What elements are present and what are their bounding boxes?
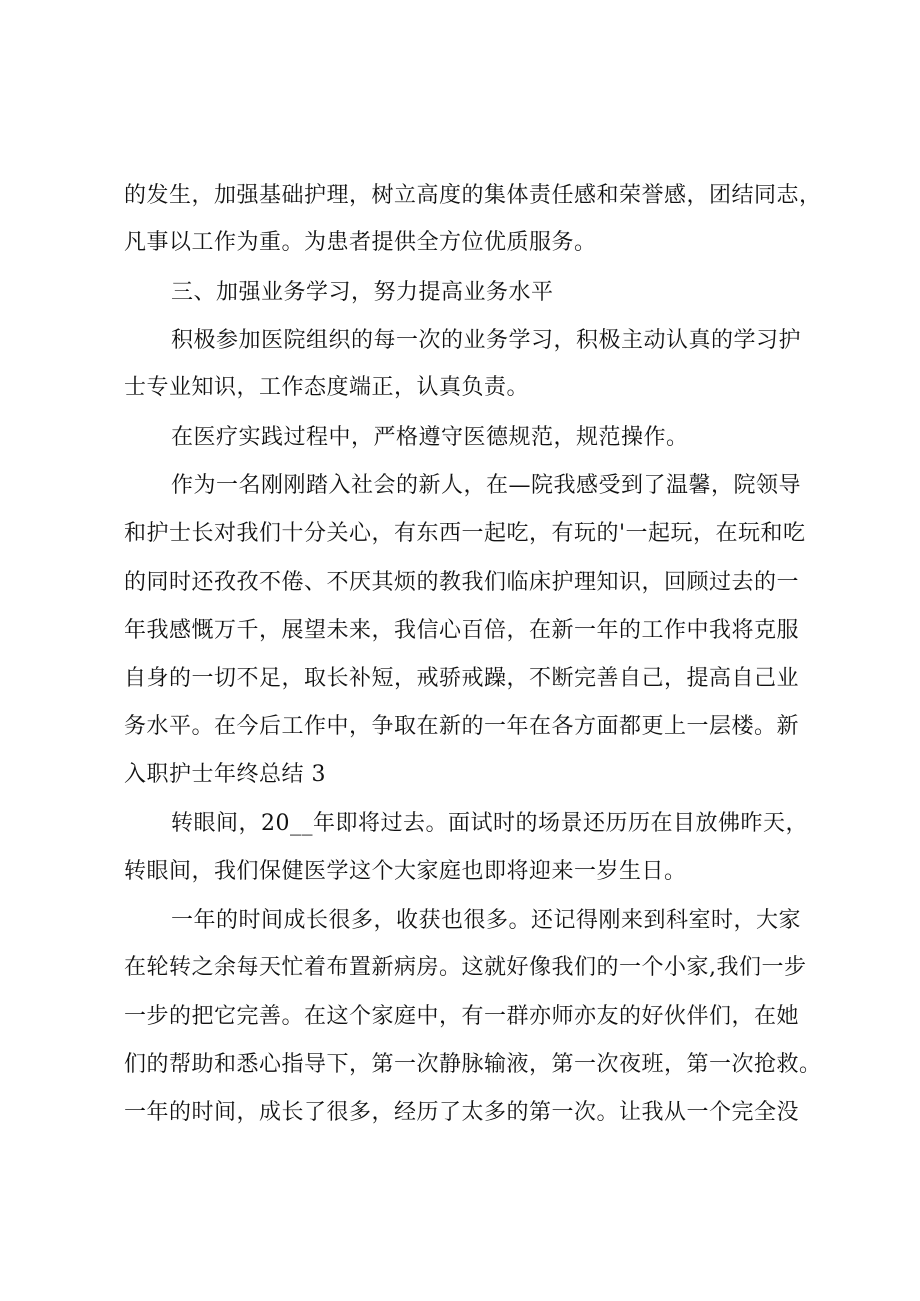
text-line: 积极参加医院组织的每一次的业务学习，积极主动认真的学习护	[171, 328, 802, 353]
text-line: 们的帮助和悉心指导下，第一次静脉输液，第一次夜班，第一次抢救。	[124, 1052, 822, 1077]
text-line: 转眼间，20__年即将过去。面试时的场景还历历在目放佛昨天，	[171, 811, 808, 836]
text-line: 的同时还孜孜不倦、不厌其烦的教我们临床护理知识，回顾过去的一	[124, 570, 800, 595]
text-line: 务水平。在今后工作中，争取在新的一年在各方面都更上一层楼。新	[124, 714, 800, 739]
text-line: 在医疗实践过程中，严格遵守医德规范，规范操作。	[171, 425, 689, 450]
text-line: 凡事以工作为重。为患者提供全方位优质服务。	[124, 230, 597, 255]
text-line: 一步的把它完善。在这个家庭中，有一群亦师亦友的好伙伴们，在她	[124, 1004, 800, 1029]
text-line: 转眼间，我们保健医学这个大家庭也即将迎来一岁生日。	[124, 859, 687, 884]
text-line: 年我感慨万千，展望未来，我信心百倍，在新一年的工作中我将克服	[124, 618, 800, 643]
text-line: 一年的时间成长很多，收获也很多。还记得刚来到科室时，大家	[171, 908, 802, 933]
text-line: 的发生，加强基础护理，树立高度的集体责任感和荣誉感，团结同志，	[124, 183, 822, 208]
text-line: 在轮转之余每天忙着布置新病房。这就好像我们的一个小家,我们一步	[124, 955, 807, 980]
text-line: 自身的一切不足，取长补短，戒骄戒躁，不断完善自己，提高自己业	[124, 666, 800, 691]
text-line: 作为一名刚刚踏入社会的新人，在—院我感受到了温馨，院领导	[171, 473, 802, 498]
section-title: 入职护士年终总结 3	[124, 762, 326, 787]
section-heading: 三、加强业务学习，努力提高业务水平	[171, 280, 554, 305]
text-line: 一年的时间，成长了很多，经历了太多的第一次。让我从一个完全没	[124, 1100, 800, 1125]
text-line: 士专业知识，工作态度端正，认真负责。	[124, 375, 530, 400]
text-line: 和护士长对我们十分关心，有东西一起吃，有玩的'一起玩，在玩和吃	[124, 521, 806, 546]
